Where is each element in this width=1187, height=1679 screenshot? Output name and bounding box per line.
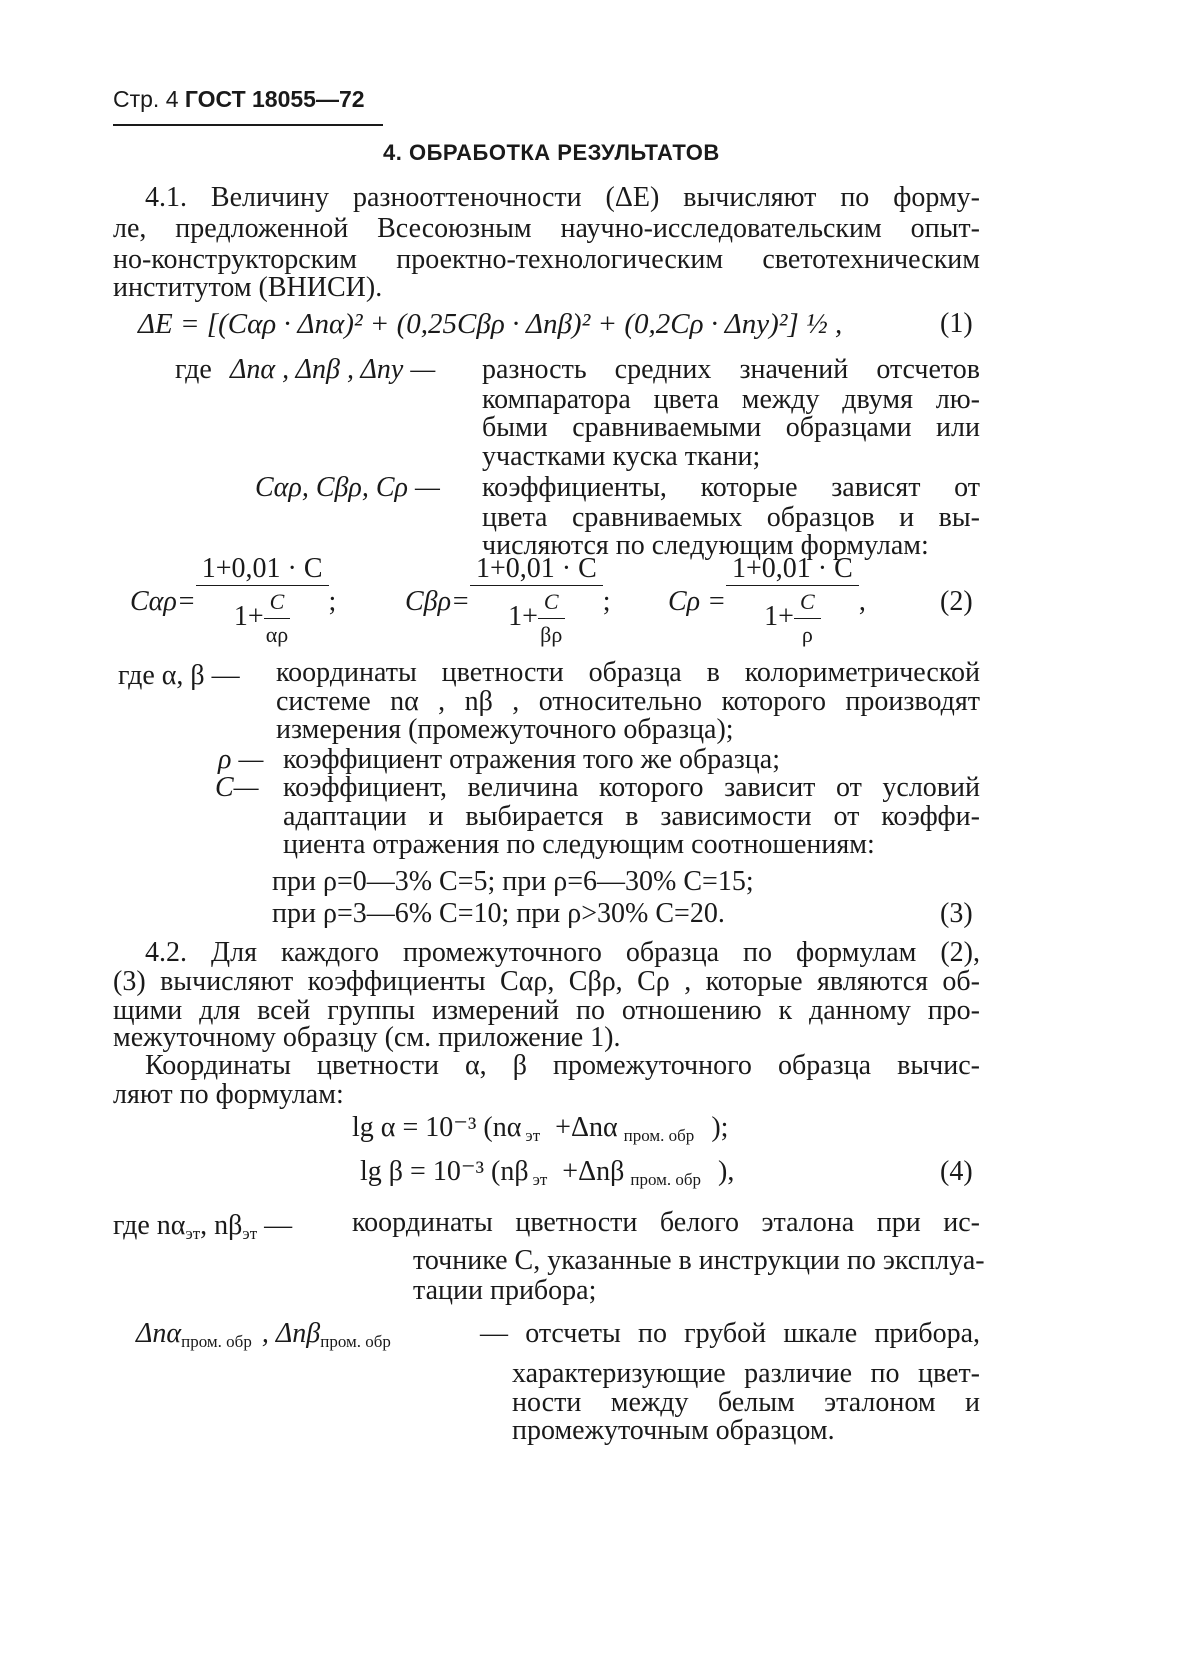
formula-4-line2-c: +Δnβ — [562, 1156, 625, 1187]
where2-def1-line3: измерения (промежуточного образца); — [276, 714, 734, 745]
para-4-2-line6: ляют по формулам: — [113, 1079, 344, 1110]
formula-3-line2: при ρ=3—6% C=10; при ρ>30% C=20. — [272, 898, 725, 929]
where3-sym2-b: пром. обр — [181, 1332, 252, 1351]
where3-sub1: эт — [185, 1224, 201, 1243]
formula-4-line1 — [352, 1112, 728, 1152]
formula-2b-den-a: 1+ — [508, 600, 538, 632]
where3-def2-line1: — отсчеты по грубой шкале прибора, — [480, 1318, 980, 1349]
formula-1-number: (1) — [940, 308, 973, 339]
where3-def2-line3: ности между белым эталоном и — [512, 1387, 980, 1418]
where3-sym2-d: пром. обр — [320, 1332, 391, 1351]
formula-2a-fraction — [196, 553, 329, 651]
formula-2a-den-c: C — [264, 586, 291, 619]
formula-4-line2-a: lg β = 10⁻³ (nβ — [360, 1156, 529, 1187]
formula-2b-lhs: Cβρ= — [405, 586, 470, 617]
where3-def2-line4: промежуточным образцом. — [512, 1415, 835, 1446]
formula-2b: Cβρ= 1+0,01 · C 1+ $\frac{C}{\beta\rho}$ ; — [405, 562, 611, 642]
where2-sym2: ρ — — [218, 744, 264, 775]
formula-4-line1-e: ); — [711, 1112, 729, 1143]
formula-3-line1: при ρ=0—3% C=5; при ρ=6—30% C=15; — [272, 866, 754, 897]
formula-4-line2-e: ), — [718, 1156, 735, 1187]
formula-4-line1-d: пром. обр — [623, 1126, 695, 1145]
where3-def1-line1: координаты цветности белого эталона при ис- — [352, 1207, 980, 1238]
formula-2-number: (2) — [940, 586, 973, 617]
formula-2c-den — [764, 586, 820, 651]
formula-2a-den — [234, 586, 290, 651]
where3-sub2: эт — [242, 1224, 258, 1243]
formula-4-number: (4) — [940, 1156, 973, 1187]
formula-4-line2-b: эт — [532, 1170, 548, 1189]
where2-def1-line2: системе nα , nβ , относительно которого производят — [276, 686, 980, 717]
where2-def2: коэффициент отражения того же образца; — [283, 744, 780, 775]
where2-def3-line1: коэффициент, величина которого зависит от условий — [283, 772, 980, 803]
formula-4-line2 — [360, 1156, 734, 1196]
formula-2b-num: 1+0,01 · C — [470, 553, 603, 586]
where1-def1-line4: участками куска ткани; — [482, 441, 761, 472]
formula-2b-den-b: βρ — [540, 622, 563, 647]
where3-def1-line3: тации прибора; — [413, 1275, 597, 1306]
formula-2c-lhs: Cρ = — [668, 586, 727, 617]
formula-2a-num: 1+0,01 · C — [196, 553, 329, 586]
formula-2b-fraction — [470, 553, 603, 651]
page-label: Стр. 4 — [113, 86, 179, 112]
where1-def1-line3: быми сравниваемыми образцами или — [482, 412, 980, 443]
where1-def2-line2: цвета сравниваемых образцов и вы- — [482, 502, 980, 533]
formula-2a-lhs: Cαρ= — [130, 586, 196, 617]
section-title: 4. ОБРАБОТКА РЕЗУЛЬТАТОВ — [383, 140, 720, 165]
where1-symbols2: Cαρ, Cβρ, Cρ — — [255, 472, 440, 503]
formula-3-number: (3) — [940, 898, 973, 929]
formula-2c-fraction — [726, 553, 859, 651]
para-4-2-line3: щими для всей группы измерений по отношению к данному про- — [113, 995, 980, 1026]
formula-2b-den-c: C — [538, 586, 565, 619]
standard-number: ГОСТ 18055—72 — [184, 86, 365, 112]
para-4-1-line1: 4.1. Величину разнооттеночности (ΔE) вычисляют по форму- — [145, 182, 980, 213]
para-4-1-line2: ле, предложенной Всесоюзным научно-исследовательским опыт- — [113, 213, 980, 244]
para-4-1-line3: но-конструкторским проектно-технологическим светотехническим — [113, 244, 980, 275]
formula-4-line1-c: +Δnα — [555, 1112, 618, 1143]
where1-def2-line1: коэффициенты, которые зависят от — [482, 472, 980, 503]
where3-prefix: где nα — [113, 1210, 186, 1241]
where3-sym2-a: Δnα — [136, 1318, 182, 1349]
where3-def2-line2: характеризующие различие по цвет- — [512, 1358, 980, 1389]
formula-2c-den-a: 1+ — [764, 600, 794, 632]
where2-def1-line1: координаты цветности образца в колориметрической — [276, 657, 980, 688]
where2-sym1: где α, β — — [118, 660, 240, 691]
where1-def1-line1: разность средних значений отсчетов — [482, 354, 980, 385]
formula-2c: Cρ = 1+0,01 · C 1+ $\frac{C}{\rho}$ , — [668, 562, 866, 642]
page-header — [113, 86, 365, 113]
where3-def1-line2: точнике C, указанные в инструкции по эксплуа- — [413, 1245, 985, 1276]
where3-symbols2 — [136, 1318, 391, 1358]
where2-def3-line3: циента отражения по следующим соотношениям: — [283, 829, 875, 860]
para-4-2-line5: Координаты цветности α, β промежуточного образца вычис- — [145, 1050, 980, 1081]
formula-4-line1-a: lg α = 10⁻³ (nα — [352, 1112, 522, 1143]
where1-def2-line3: числяются по следующим формулам: — [482, 530, 929, 561]
formula-2a-den-b: αρ — [265, 622, 289, 647]
where2-def3-line2: адаптации и выбирается в зависимости от коэффи- — [283, 801, 980, 832]
formula-2a: Cαρ= 1+0,01 · C 1+ $\frac{C}{\alpha\rho}$ ; — [130, 562, 336, 642]
formula-2c-num: 1+0,01 · C — [726, 553, 859, 586]
para-4-1-line4: институтом (ВНИСИ). — [113, 272, 383, 303]
formula-4-line1-b: эт — [525, 1126, 541, 1145]
where3-symbols — [113, 1210, 292, 1250]
where2-sym3: C— — [215, 772, 259, 803]
where3-sym2-c: , Δnβ — [261, 1318, 321, 1349]
where3-dash: — — [264, 1210, 293, 1241]
where1-symbols: Δnα , Δnβ , Δny — — [230, 354, 436, 385]
formula-1: ΔE = [(Cαρ · Δnα)² + (0,25Cβρ · Δnβ)² + (0,2Cρ · Δny)²] ½ , — [138, 308, 843, 340]
formula-4-line2-d: пром. обр — [630, 1170, 702, 1189]
para-4-2-line1: 4.2. Для каждого промежуточного образца по формулам (2), — [145, 937, 980, 968]
formula-2c-den-c: C — [794, 586, 821, 619]
where1-def1-line2: компаратора цвета между двумя лю- — [482, 384, 980, 415]
where1-prefix: где — [175, 354, 212, 385]
formula-2a-den-a: 1+ — [233, 600, 264, 632]
where3-mid: , nβ — [200, 1210, 243, 1241]
formula-2c-den-b: ρ — [801, 622, 813, 647]
header-rule — [113, 124, 383, 126]
para-4-2-line2: (3) вычисляют коэффициенты Cαρ, Cβρ, Cρ , которые являются об- — [113, 966, 980, 997]
para-4-2-line4: межуточному образцу (см. приложение 1). — [113, 1022, 621, 1053]
formula-2b-den — [508, 586, 564, 651]
